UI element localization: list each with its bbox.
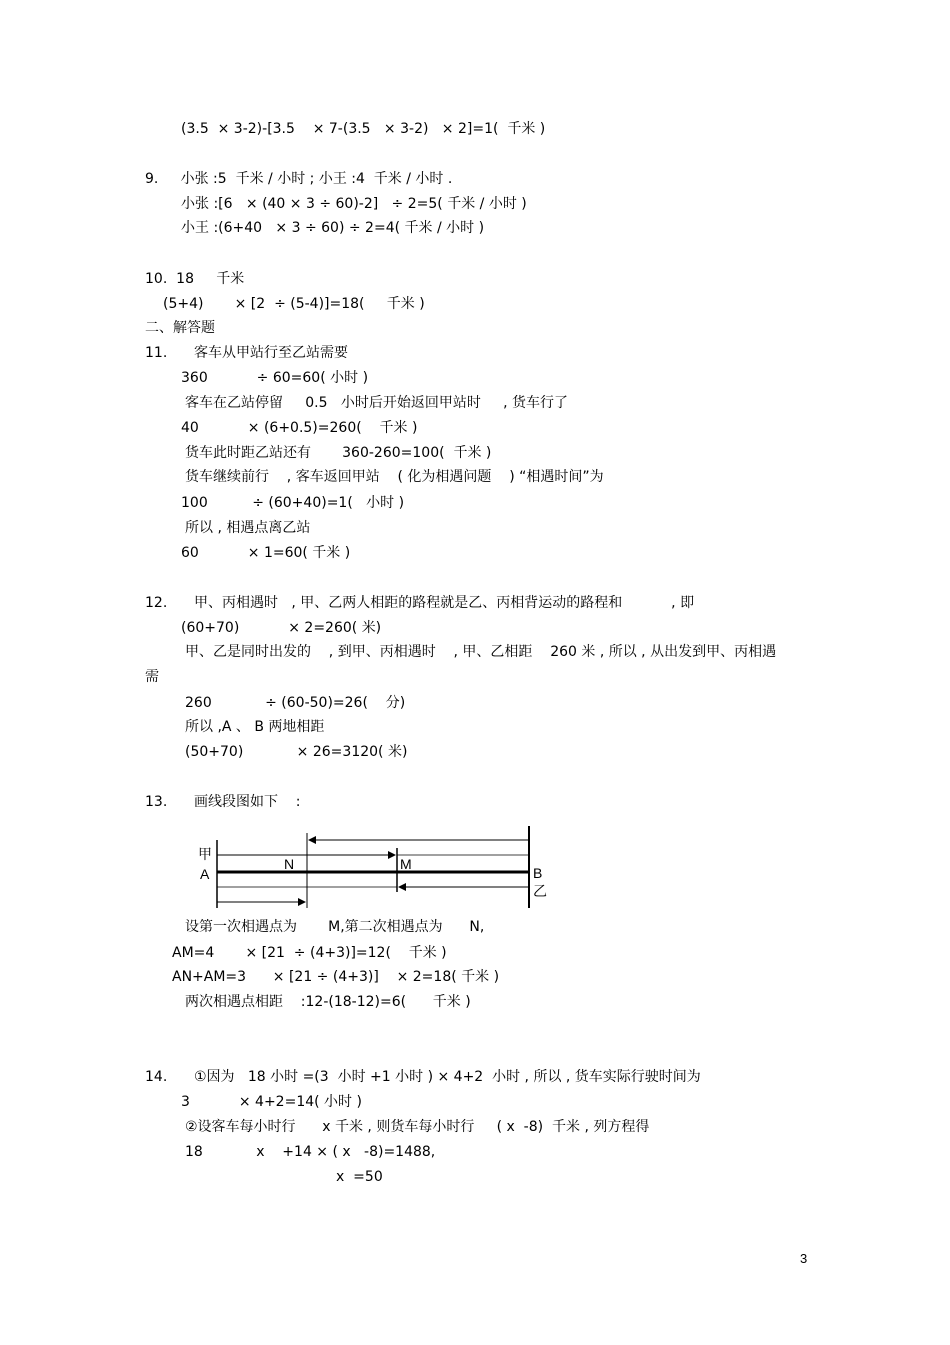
line-q9-answer: 9. 小张 :5 千米 / 小时 ; 小王 :4 千米 / 小时 . [145,171,453,187]
label-m: M [400,856,412,872]
line-q11-text4: 货车继续前行 , 客车返回甲站 ( 化为相遇问题 ) “相遇时间”为 [185,469,604,485]
line-q12-text3: 所以 ,A 、 B 两地相距 [185,719,325,735]
line-q12-text2-cont: 需 [145,669,159,685]
label-a: A [200,866,210,882]
line-q11-step1: 360 ÷ 60=60( 小时 ) [181,370,369,386]
line-q10-calc: (5+4) × [2 ÷ (5-4)]=18( 千米 ) [163,296,425,312]
line-q11-step2: 40 × (6+0.5)=260( 千米 ) [181,420,418,436]
line-q12-step2: 260 ÷ (60-50)=26( 分) [185,695,406,711]
line-q12-step3: (50+70) × 26=3120( 米) [185,744,408,760]
line-q11-text5: 所以 , 相遇点离乙站 [185,520,311,536]
line-q13-intro: 13. 画线段图如下 : [145,794,301,810]
page-number: 3 [800,1251,808,1266]
line-q12-text2: 甲、乙是同时出发的 , 到甲、丙相遇时 , 甲、乙相距 260 米 , 所以 , 从出发到甲、丙相遇 [185,644,777,660]
line-q14-intro: 14. ①因为 18 小时 =(3 小时 +1 小时 ) × 4+2 小时 , 所以 , 货车实际行驶时间为 [145,1069,701,1085]
line-q12-intro: 12. 甲、丙相遇时 , 甲、乙两人相距的路程就是乙、丙相背运动的路程和 , 即 [145,595,695,611]
line-q11-step4: 60 × 1=60( 千米 ) [181,545,351,561]
line-q11-intro: 11. 客车从甲站行至乙站需要 [145,345,348,361]
line-q11-step3: 100 ÷ (60+40)=1( 小时 ) [181,495,405,511]
line-q14-step1: 3 × 4+2=14( 小时 ) [181,1094,362,1110]
line-q12-step1: (60+70) × 2=260( 米) [181,620,382,636]
line-q13-calc2: AN+AM=3 × [21 ÷ (4+3)] × 2=18( 千米 ) [172,969,500,985]
line-q10-answer: 10. 18 千米 [145,271,245,287]
line-q13-calc1: AM=4 × [21 ÷ (4+3)]=12( 千米 ) [172,945,447,961]
label-b: B [533,865,543,881]
line-q9-calc-zhang: 小张 :[6 × (40 × 3 ÷ 60)-2] ÷ 2=5( 千米 / 小时 ) [181,196,527,212]
line-q14-equation: 18 x +14 × ( x -8)=1488, [185,1144,436,1160]
line-q13-result: 两次相遇点相距 :12-(18-12)=6( 千米 ) [185,994,471,1010]
label-yi: 乙 [533,883,547,899]
line-q9-calc-wang: 小王 :(6+40 × 3 ÷ 60) ÷ 2=4( 千米 / 小时 ) [181,220,485,236]
label-jia: 甲 [198,846,212,862]
line-q14-solution: x =50 [336,1169,383,1185]
line-segment-diagram [190,820,560,910]
line-q11-text3: 货车此时距乙站还有 360-260=100( 千米 ) [185,445,492,461]
line-q13-text1: 设第一次相遇点为 M,第二次相遇点为 N, [185,919,485,935]
label-n: N [284,856,295,872]
line-q14-text2: ②设客车每小时行 x 千米 , 则货车每小时行 ( x -8) 千米 , 列方程得 [185,1119,650,1135]
line-q8-calc: (3.5 × 3-2)-[3.5 × 7-(3.5 × 3-2) × 2]=1( 千米 ) [181,121,546,137]
line-q11-text2: 客车在乙站停留 0.5 小时后开始返回甲站时 , 货车行了 [185,395,569,411]
section-heading: 二、解答题 [145,320,215,336]
